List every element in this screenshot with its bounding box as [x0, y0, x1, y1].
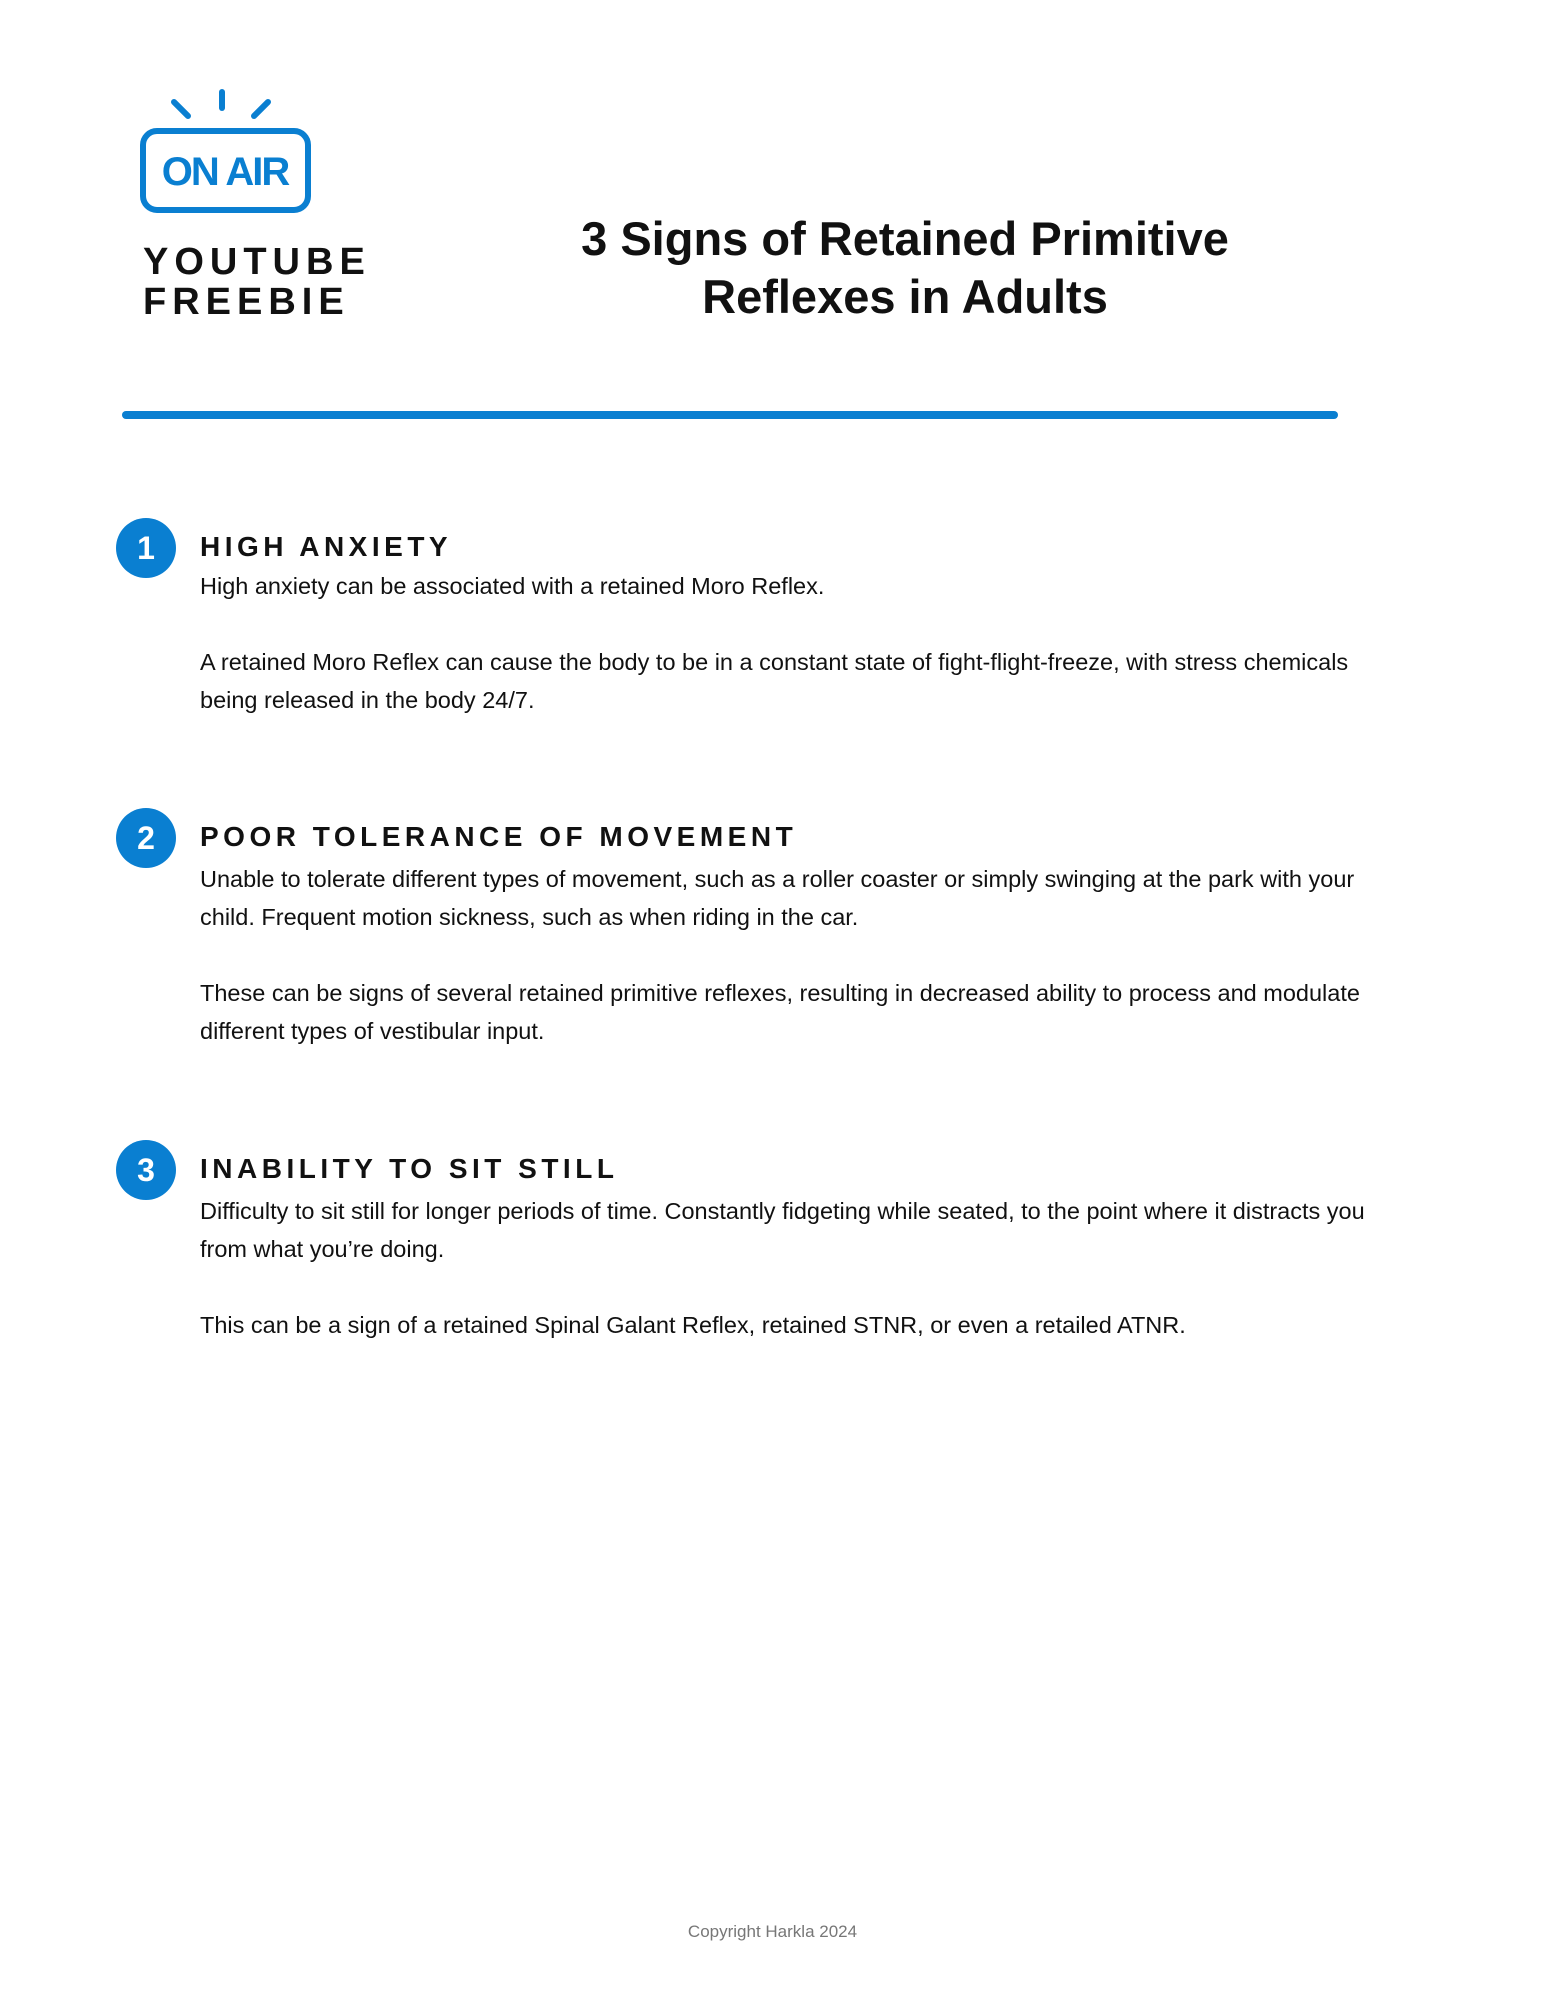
section-paragraph	[200, 974, 1415, 1050]
page-title-line-2: Reflexes in Adults	[702, 270, 1108, 323]
paragraph-line: being released in the body 24/7.	[200, 687, 535, 713]
section-number-badge: 1	[116, 518, 176, 578]
section-paragraph	[200, 1192, 1415, 1268]
paragraph-line: High anxiety can be associated with a retained Moro Reflex.	[200, 573, 825, 599]
logo-caption-line-2: FREEBIE	[143, 281, 350, 323]
section-heading: INABILITY TO SIT STILL	[200, 1153, 619, 1184]
paragraph-line: child. Frequent motion sickness, such as when riding in the car.	[200, 904, 859, 930]
paragraph-line: Unable to tolerate different types of movement, such as a roller coaster or simply swinging at the park with your	[200, 866, 1355, 892]
footer-copyright: Copyright Harkla 2024	[687, 1922, 858, 1941]
section-paragraph	[200, 567, 1415, 605]
on-air-badge-text: ON AIR	[161, 150, 289, 194]
paragraph-line: This can be a sign of a retained Spinal Galant Reflex, retained STNR, or even a retailed ATNR.	[200, 1312, 1186, 1338]
paragraph-line: These can be signs of several retained primitive reflexes, resulting in decreased ability to process and modulate	[200, 980, 1360, 1006]
on-air-sign-icon	[138, 86, 318, 218]
paragraph-line: A retained Moro Reflex can cause the body to be in a constant state of fight-flight-freeze, with stress chemicals	[200, 649, 1349, 675]
title-divider	[122, 411, 1338, 419]
section-paragraph	[200, 1306, 1415, 1344]
page-title-line-1: 3 Signs of Retained Primitive	[581, 212, 1229, 265]
section-number-badge: 3	[116, 1140, 176, 1200]
logo-caption	[143, 242, 371, 322]
section-heading: POOR TOLERANCE OF MOVEMENT	[200, 821, 798, 852]
section-number-badge: 2	[116, 808, 176, 868]
section-paragraph	[200, 643, 1415, 719]
paragraph-line: Difficulty to sit still for longer periods of time. Constantly fidgeting while seated, to the point where it distracts you	[200, 1198, 1365, 1224]
section-heading: HIGH ANXIETY	[200, 531, 453, 562]
page-title	[480, 210, 1330, 326]
logo-caption-line-1: YOUTUBE	[143, 241, 371, 283]
paragraph-line: from what you’re doing.	[200, 1236, 445, 1262]
paragraph-line: different types of vestibular input.	[200, 1018, 545, 1044]
section-paragraph	[200, 860, 1415, 936]
